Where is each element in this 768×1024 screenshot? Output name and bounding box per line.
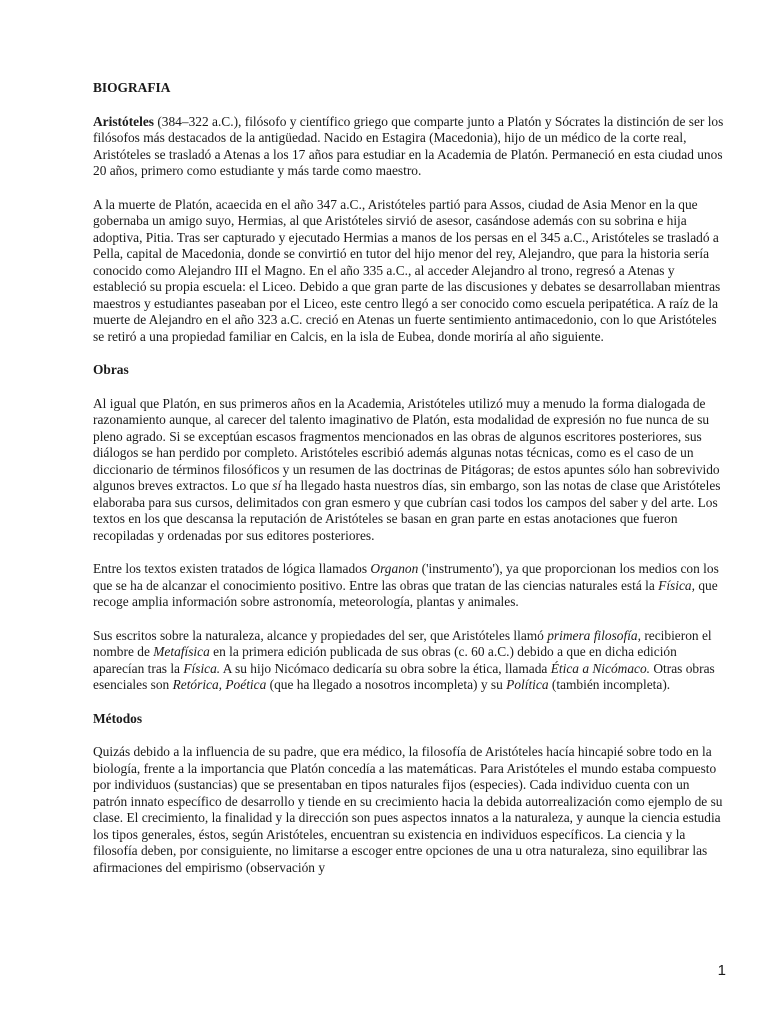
paragraph-texts-c: que recoge amplia información sobre astronomía, meteorología, plantas y animales. (93, 577, 718, 609)
title-retorica-poetica: Retórica, Poética (172, 677, 267, 692)
paragraph-writings-b: recibieron el nombre de (93, 627, 712, 659)
title-organon: Organon (370, 561, 419, 576)
heading-biografia: BIOGRAFIA (93, 80, 171, 95)
title-fisica-2: Física. (183, 660, 221, 676)
paragraph-works-text-b: ha llegado hasta nuestros días, sin embargo, son las notas de clase que Aristóteles elaboraba para sus cursos, delimitados con gran esmero y que cubrían casi todos los campos del saber y del arte. Los textos en los que descansa la reputación de Aristóteles se basan en gran parte en estas anotaciones que fueron recopiladas y ordenadas por sus editores posteriores. (93, 478, 721, 543)
paragraph-writings-a: Sus escritos sobre la naturaleza, alcance y propiedades del ser, que Aristóteles llamó (93, 627, 548, 643)
paragraph-writings-d: A su hijo Nicómaco dedicaría su obra sobre la ética, llamada (220, 660, 551, 676)
emphasis-si: sí (272, 478, 282, 493)
paragraph-texts-a: Entre los textos existen tratados de lógica llamados (93, 561, 371, 576)
paragraph-writings-e: Otras obras esenciales son (93, 660, 715, 692)
paragraph-life: A la muerte de Platón, acaecida en el año 347 a.C., Aristóteles partió para Assos, ciudad de Asia Menor en la que gobernaba un amigo suyo, Hermias, al que Aristóteles sirvió de asesor, casándose además con su sobrina e hija adoptiva, Pitia. Tras ser capturado y ejecutado Hermias a manos de los persas en el 345 a.C., Aristóteles se trasladó a Pella, capital de Macedonia, donde se convirtió en tutor del hijo menor del rey, Alejandro, que para la historia sería conocido como Alejandro III el Magno. En el año 335 a.C., al acceder Alejandro al trono, regresó a Atenas y estableció su propia escuela: el Liceo. Debido a que gran parte de las discusiones y debates se desarrollaban mientras maestros y estudiantes paseaban por el Liceo, este centro llegó a ser conocido como escuela peripatética. A raíz de la muerte de Alejandro en el año 323 a.C. creció en Atenas un fuerte sentimiento antimacedonio, con lo que Aristóteles se retiró a una propiedad familiar en Calcis, en la isla de Eubea, donde moriría al año siguiente. (93, 196, 721, 344)
heading-metodos: Métodos (93, 710, 143, 726)
aristoteles-name: Aristóteles (93, 113, 154, 129)
document-page (93, 80, 725, 876)
paragraph-writings-c: en la primera edición publicada de sus obras (c. 60 a.C.) debido a que en dicha edición aparecían tras la (93, 644, 677, 676)
heading-obras: Obras (93, 362, 129, 377)
title-fisica: Física, (658, 577, 695, 593)
paragraph-works-text-a: Al igual que Platón, en sus primeros años en la Academia, Aristóteles utilizó muy a menudo la forma dialogada de razonamiento aunque, al carecer del talento imaginativo de Platón, esta modalidad de expresión no fue nunca de su pleno agrado. Si se exceptúan escasos fragmentos mencionados en las obras de algunos escritores posteriores, sus diálogos se han perdido por completo. Aristóteles escribió además algunas notas técnicas, como es el caso de un diccionario de términos filosóficos y un resumen de las doctrinas de Pitágoras; de estos apuntes sólo han sobrevivido algunos breves extractos. Lo que (93, 395, 720, 493)
page-number: 1 (717, 962, 726, 979)
paragraph-texts-b: ('instrumento'), ya que proporcionan los medios con los que se ha de alcanzar el conocimiento positivo. Entre las obras que tratan de las ciencias naturales está la (93, 561, 719, 593)
paragraph-writings-f: (que ha llegado a nosotros incompleta) y su (266, 677, 507, 692)
paragraph-writings-g: (también incompleta). (548, 677, 671, 692)
paragraph-intro-text: (384–322 a.C.), filósofo y científico griego que comparte junto a Platón y Sócrates la distinción de ser los filósofos más destacados de la antigüedad. Nacido en Estagira (Macedonia), hijo de un médico de la corte real, Aristóteles se trasladó a Atenas a los 17 años para estudiar en la Academia de Platón. Permaneció en esta ciudad unos 20 años, primero como estudiante y más tarde como maestro. (93, 113, 724, 178)
paragraph-intro (93, 114, 725, 180)
title-politica: Política (506, 677, 549, 692)
paragraph-works (93, 396, 725, 545)
paragraph-methods: Quizás debido a la influencia de su padre, que era médico, la filosofía de Aristóteles hacía hincapié sobre todo en la biología, frente a la importancia que Platón concedía a las matemáticas. Para Aristóteles el mundo estaba compuesto por individuos (sustancias) que se presentaban en tipos naturales fijos (especies). Cada individuo cuenta con un patrón innato específico de desarrollo y tiende en su crecimiento hacia la debida autorrealización como ejemplo de su clase. El crecimiento, la finalidad y la dirección son pues aspectos innatos a la naturaleza, y aunque la ciencia estudia los tipos generales, éstos, según Aristóteles, encuentran su existencia en individuos específicos. La ciencia y la filosofía deben, por consiguiente, no limitarse a escoger entre opciones de una u otra naturaleza, sino equilibrar las afirmaciones del empirismo (observación y (93, 744, 723, 875)
paragraph-texts (93, 561, 725, 611)
title-metafisica: Metafísica (153, 644, 210, 659)
title-etica: Ética a Nicómaco. (550, 660, 651, 676)
paragraph-writings (93, 628, 725, 694)
term-primera-filosofia: primera filosofía, (547, 627, 641, 643)
